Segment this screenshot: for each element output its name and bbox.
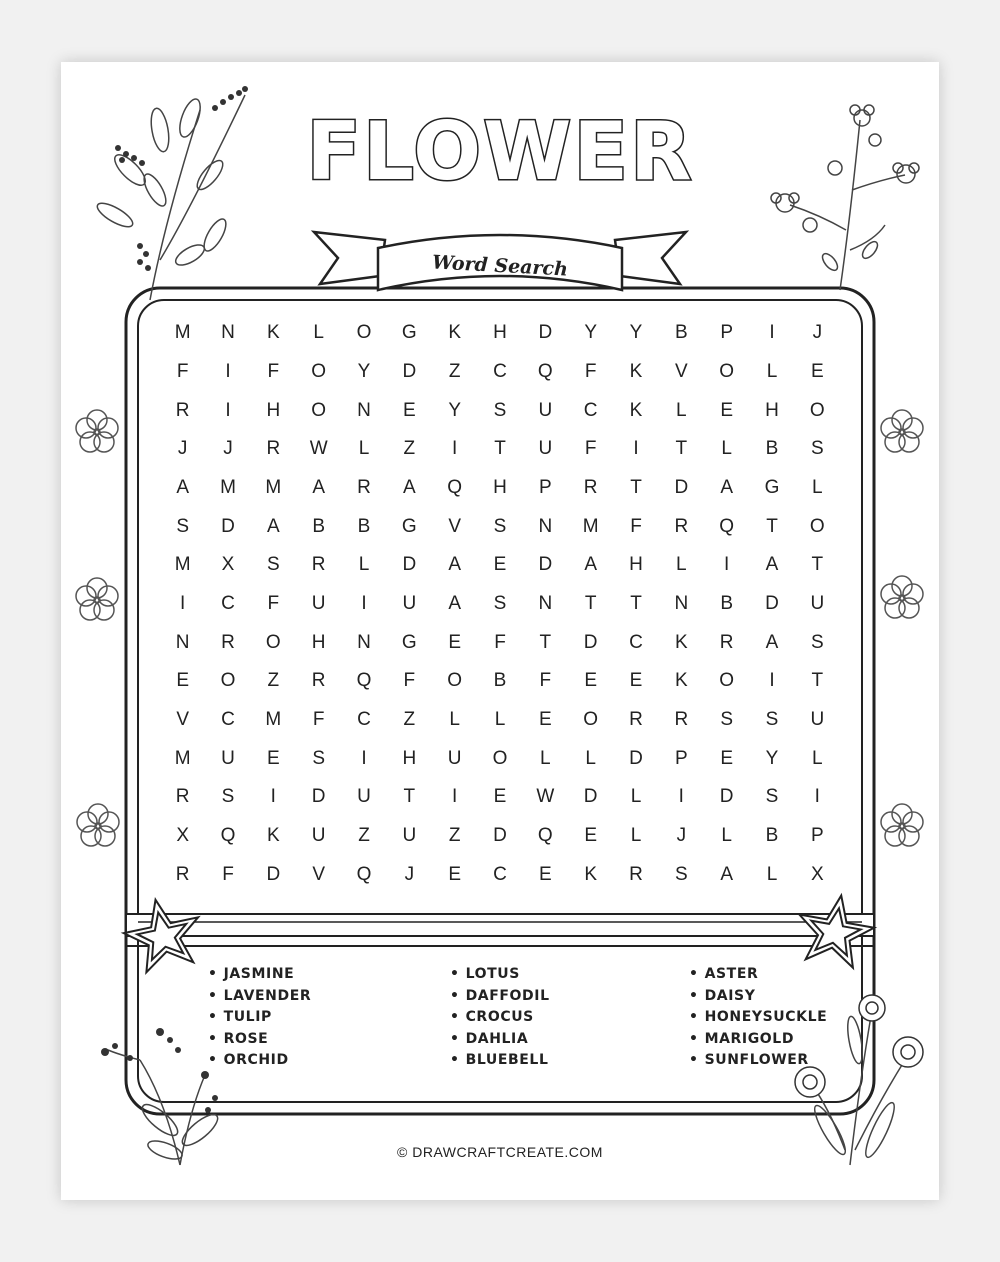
grid-letter: D [765, 592, 779, 614]
grid-letter: R [357, 476, 371, 498]
grid-letter: I [452, 438, 458, 460]
grid-letter: H [765, 399, 779, 421]
grid-letter: X [176, 824, 189, 846]
grid-letter: E [629, 670, 643, 692]
grid-letter: S [810, 438, 824, 460]
grid-letter: I [724, 554, 730, 576]
grid-letter: I [225, 360, 231, 382]
grid-letter: T [630, 476, 642, 498]
grid-letter: X [810, 863, 824, 885]
grid-letter: E [448, 631, 461, 653]
grid-letter: N [221, 322, 235, 344]
grid-letter: F [584, 360, 597, 382]
grid-letter: R [311, 670, 326, 692]
grid-letter: B [674, 322, 688, 344]
grid-letter: Z [403, 708, 416, 730]
side-flower-icon [77, 804, 119, 846]
grid-letter: F [494, 631, 506, 653]
grid-letter: U [311, 592, 326, 614]
grid-letter: Q [447, 476, 463, 498]
grid-letter: I [769, 670, 775, 692]
grid-letter: B [312, 515, 325, 537]
grid-letter: F [312, 708, 325, 730]
grid-letter: W [536, 786, 555, 808]
grid-letter: E [720, 747, 733, 769]
divider-band [126, 914, 874, 936]
grid-letter: A [176, 476, 189, 498]
grid-letter: R [175, 863, 190, 885]
grid-letter: D [402, 360, 417, 382]
grid-letter: O [311, 399, 327, 421]
grid-letter: G [764, 476, 780, 498]
grid-letter: O [220, 670, 236, 692]
grid-letter: S [221, 786, 235, 808]
grid-letter: O [356, 322, 372, 344]
grid-letter: B [720, 592, 733, 614]
side-flower-icon [881, 410, 923, 452]
copyright-footer: © DRAWCRAFTCREATE.COM [397, 1144, 603, 1160]
grid-letter: M [265, 476, 282, 498]
grid-letter: F [176, 360, 189, 382]
grid-letter: H [311, 631, 326, 653]
grid-letter: Q [719, 515, 735, 537]
word-list-item: • DAISY [689, 986, 827, 1008]
grid-letter: V [674, 360, 688, 382]
grid-letter: F [222, 863, 234, 885]
grid-letter: Y [584, 322, 597, 344]
grid-letter: N [538, 592, 553, 614]
grid-letter: R [266, 438, 281, 460]
grid-letter: D [311, 786, 326, 808]
grid-letter: R [583, 476, 598, 498]
grid-letter: E [584, 670, 597, 692]
grid-letter: N [538, 515, 553, 537]
grid-letter: C [629, 631, 643, 653]
grid-letter: I [225, 399, 231, 421]
word-list-item: • DAHLIA [450, 1029, 550, 1051]
grid-letter: L [676, 399, 687, 421]
grid-letter: S [765, 786, 779, 808]
grid-letter: I [452, 786, 458, 808]
grid-letter: W [309, 438, 328, 460]
grid-letter: F [267, 360, 280, 382]
grid-letter: O [719, 360, 735, 382]
grid-letter: Q [537, 360, 553, 382]
grid-letter: G [401, 631, 417, 653]
grid-letter: X [221, 554, 235, 576]
grid-letter: H [493, 322, 507, 344]
grid-letter: T [403, 786, 416, 808]
grid-letter: S [176, 515, 189, 537]
grid-letter: R [221, 631, 235, 653]
grid-letter: O [809, 515, 825, 537]
word-list-item: • MARIGOLD [689, 1029, 827, 1051]
grid-letter: P [538, 476, 552, 498]
grid-letter: U [447, 747, 462, 769]
grid-letter: U [221, 747, 235, 769]
grid-letter: J [404, 863, 415, 885]
grid-letter: Z [267, 670, 280, 692]
grid-letter: U [357, 786, 371, 808]
grid-letter: R [175, 399, 190, 421]
grid-letter: O [265, 631, 281, 653]
grid-letter: Q [356, 863, 372, 885]
grid-letter: K [266, 824, 280, 846]
grid-letter: P [674, 747, 688, 769]
grid-letter: A [720, 476, 733, 498]
grid-letter: S [493, 515, 507, 537]
grid-letter: R [629, 708, 643, 730]
grid-letter: G [401, 515, 417, 537]
grid-letter: A [765, 631, 779, 653]
grid-letter: L [358, 438, 370, 460]
grid-letter: F [403, 670, 416, 692]
grid-letter: D [493, 824, 507, 846]
grid-letter: A [720, 863, 733, 885]
grid-letter: C [493, 360, 507, 382]
word-list-column [208, 964, 311, 1072]
grid-letter: L [313, 322, 324, 344]
grid-letter: U [538, 399, 553, 421]
side-flower-icon [881, 576, 923, 618]
grid-letter: O [719, 670, 735, 692]
grid-letter: D [538, 322, 553, 344]
grid-letter: C [357, 708, 371, 730]
grid-letter: F [539, 670, 552, 692]
grid-letter: R [175, 786, 190, 808]
grid-letter: V [312, 863, 325, 885]
grid-letter: R [311, 554, 326, 576]
grid-letter: V [448, 515, 461, 537]
grid-letter: S [312, 747, 325, 769]
grid-letter: K [629, 399, 643, 421]
side-flower-icon [76, 410, 118, 452]
grid-letter: Q [356, 670, 372, 692]
grid-letter: G [401, 322, 417, 344]
grid-letter: L [630, 786, 642, 808]
grid-letter: N [674, 592, 689, 614]
grid-letter: B [765, 438, 779, 460]
grid-letter: S [674, 863, 688, 885]
grid-letter: H [493, 476, 507, 498]
grid-letter: S [720, 708, 733, 730]
grid-letter: Z [448, 824, 461, 846]
grid-letter: E [538, 863, 552, 885]
grid-letter: B [357, 515, 371, 537]
word-list-column [689, 964, 827, 1072]
grid-letter: L [358, 554, 370, 576]
grid-letter: Q [220, 824, 236, 846]
grid-letter: H [629, 554, 643, 576]
word-list-item: • LAVENDER [208, 986, 311, 1008]
grid-letter: L [812, 747, 823, 769]
grid-letter: N [357, 631, 371, 653]
grid-letter: E [176, 670, 189, 692]
grid-letter: I [633, 438, 639, 460]
grid-letter: P [810, 824, 824, 846]
word-list-column [450, 964, 550, 1072]
word-list-item: • TULIP [208, 1007, 311, 1029]
grid-letter: K [674, 670, 688, 692]
side-flower-icon [76, 578, 118, 620]
grid-letter: T [766, 515, 778, 537]
grid-letter: D [221, 515, 235, 537]
grid-letter: L [585, 747, 596, 769]
grid-letter: H [266, 399, 281, 421]
grid-letter: E [493, 786, 507, 808]
grid-letter: O [809, 399, 825, 421]
grid-letter: O [447, 670, 463, 692]
grid-letter: T [811, 554, 824, 576]
grid-letter: L [812, 476, 823, 498]
word-list-item: • BLUEBELL [450, 1050, 550, 1072]
grid-letter: K [266, 322, 280, 344]
page-title: FLOWER [306, 105, 694, 198]
grid-letter: U [810, 592, 825, 614]
grid-letter: L [721, 824, 732, 846]
grid-letter: U [311, 824, 326, 846]
word-list-item: • ORCHID [208, 1050, 311, 1072]
grid-letter: L [766, 360, 778, 382]
grid-letter: S [266, 554, 280, 576]
grid-letter: T [675, 438, 688, 460]
grid-letter: F [630, 515, 642, 537]
grid-letter: T [584, 592, 597, 614]
grid-letter: I [769, 322, 775, 344]
word-list-item: • SUNFLOWER [689, 1050, 827, 1072]
word-list-item: • ASTER [689, 964, 827, 986]
grid-letter: Z [403, 438, 416, 460]
grid-letter: A [402, 476, 416, 498]
grid-letter: J [676, 824, 687, 846]
grid-letter: S [493, 592, 507, 614]
grid-letter: E [584, 824, 597, 846]
grid-letter: I [678, 786, 684, 808]
grid-letter: T [811, 670, 824, 692]
grid-letter: N [357, 399, 371, 421]
grid-letter: F [267, 592, 280, 614]
grid-letter: A [448, 554, 461, 576]
grid-letter: A [266, 515, 280, 537]
grid-letter: U [402, 824, 417, 846]
word-list-item: • CROCUS [450, 1007, 550, 1029]
grid-letter: U [402, 592, 417, 614]
grid-letter: L [766, 863, 778, 885]
grid-letter: C [493, 863, 507, 885]
grid-letter: L [721, 438, 732, 460]
grid-letter: I [270, 786, 276, 808]
grid-letter: T [494, 438, 506, 460]
grid-letter: Y [357, 360, 371, 382]
grid-letter: E [538, 708, 552, 730]
grid-letter: B [493, 670, 507, 692]
grid-letter: H [402, 747, 417, 769]
grid-letter: C [583, 399, 598, 421]
grid-letter: J [812, 322, 823, 344]
grid-letter: P [720, 322, 733, 344]
grid-letter: D [583, 631, 598, 653]
grid-letter: M [265, 708, 282, 730]
grid-letter: L [676, 554, 687, 576]
grid-letter: E [402, 399, 416, 421]
word-list-item: • DAFFODIL [450, 986, 550, 1008]
banner-label: Word Search [431, 251, 569, 281]
grid-letter: I [180, 592, 186, 614]
grid-letter: K [629, 360, 643, 382]
grid-letter: L [449, 708, 460, 730]
grid-letter: D [583, 786, 598, 808]
grid-letter: D [266, 863, 281, 885]
grid-letter: T [630, 592, 642, 614]
grid-letter: Z [358, 824, 370, 846]
grid-letter: I [361, 592, 367, 614]
grid-letter: Y [765, 747, 779, 769]
grid-letter: O [583, 708, 599, 730]
grid-letter: V [176, 708, 189, 730]
grid-letter: A [448, 592, 461, 614]
grid-letter: A [584, 554, 597, 576]
grid-letter: M [220, 476, 236, 498]
grid-letter: E [266, 747, 280, 769]
grid-letter: K [448, 322, 461, 344]
grid-letter: B [765, 824, 779, 846]
grid-letter: A [312, 476, 325, 498]
grid-letter: C [221, 592, 235, 614]
grid-letter: D [674, 476, 689, 498]
grid-letter: Y [448, 399, 461, 421]
grid-letter: N [175, 631, 190, 653]
grid-letter: O [492, 747, 508, 769]
grid-letter: C [221, 708, 235, 730]
letter-grid [160, 314, 840, 894]
grid-letter: D [629, 747, 643, 769]
grid-letter: E [810, 360, 824, 382]
grid-letter: Z [448, 360, 461, 382]
grid-letter: A [765, 554, 779, 576]
grid-letter: T [539, 631, 552, 653]
grid-letter: D [719, 786, 734, 808]
grid-letter: M [174, 747, 191, 769]
grid-letter: M [582, 515, 599, 537]
side-flower-icon [881, 804, 923, 846]
grid-letter: E [493, 554, 507, 576]
grid-letter: R [629, 863, 643, 885]
grid-letter: Y [629, 322, 643, 344]
word-list-item: • HONEYSUCKLE [689, 1007, 827, 1029]
grid-letter: O [311, 360, 327, 382]
word-list-item: • ROSE [208, 1029, 311, 1051]
grid-letter: L [630, 824, 642, 846]
grid-letter: J [223, 438, 233, 460]
grid-letter: D [538, 554, 553, 576]
grid-letter: Q [537, 824, 553, 846]
grid-letter: J [177, 438, 188, 460]
grid-letter: K [674, 631, 688, 653]
grid-letter: I [814, 786, 820, 808]
grid-letter: S [493, 399, 507, 421]
grid-letter: U [538, 438, 553, 460]
grid-letter: F [584, 438, 597, 460]
grid-letter: R [674, 708, 689, 730]
word-list-item: • LOTUS [450, 964, 550, 986]
grid-letter: U [810, 708, 825, 730]
grid-letter: L [540, 747, 551, 769]
grid-letter: I [361, 747, 367, 769]
word-list-item: • JASMINE [208, 964, 311, 986]
grid-letter: K [584, 863, 597, 885]
grid-letter: R [674, 515, 689, 537]
grid-letter: M [174, 322, 191, 344]
grid-letter: E [448, 863, 461, 885]
grid-letter: R [719, 631, 734, 653]
grid-letter: S [765, 708, 779, 730]
grid-letter: S [810, 631, 824, 653]
grid-letter: L [494, 708, 506, 730]
grid-letter: M [174, 554, 191, 576]
grid-letter: D [402, 554, 417, 576]
grid-letter: E [720, 399, 733, 421]
